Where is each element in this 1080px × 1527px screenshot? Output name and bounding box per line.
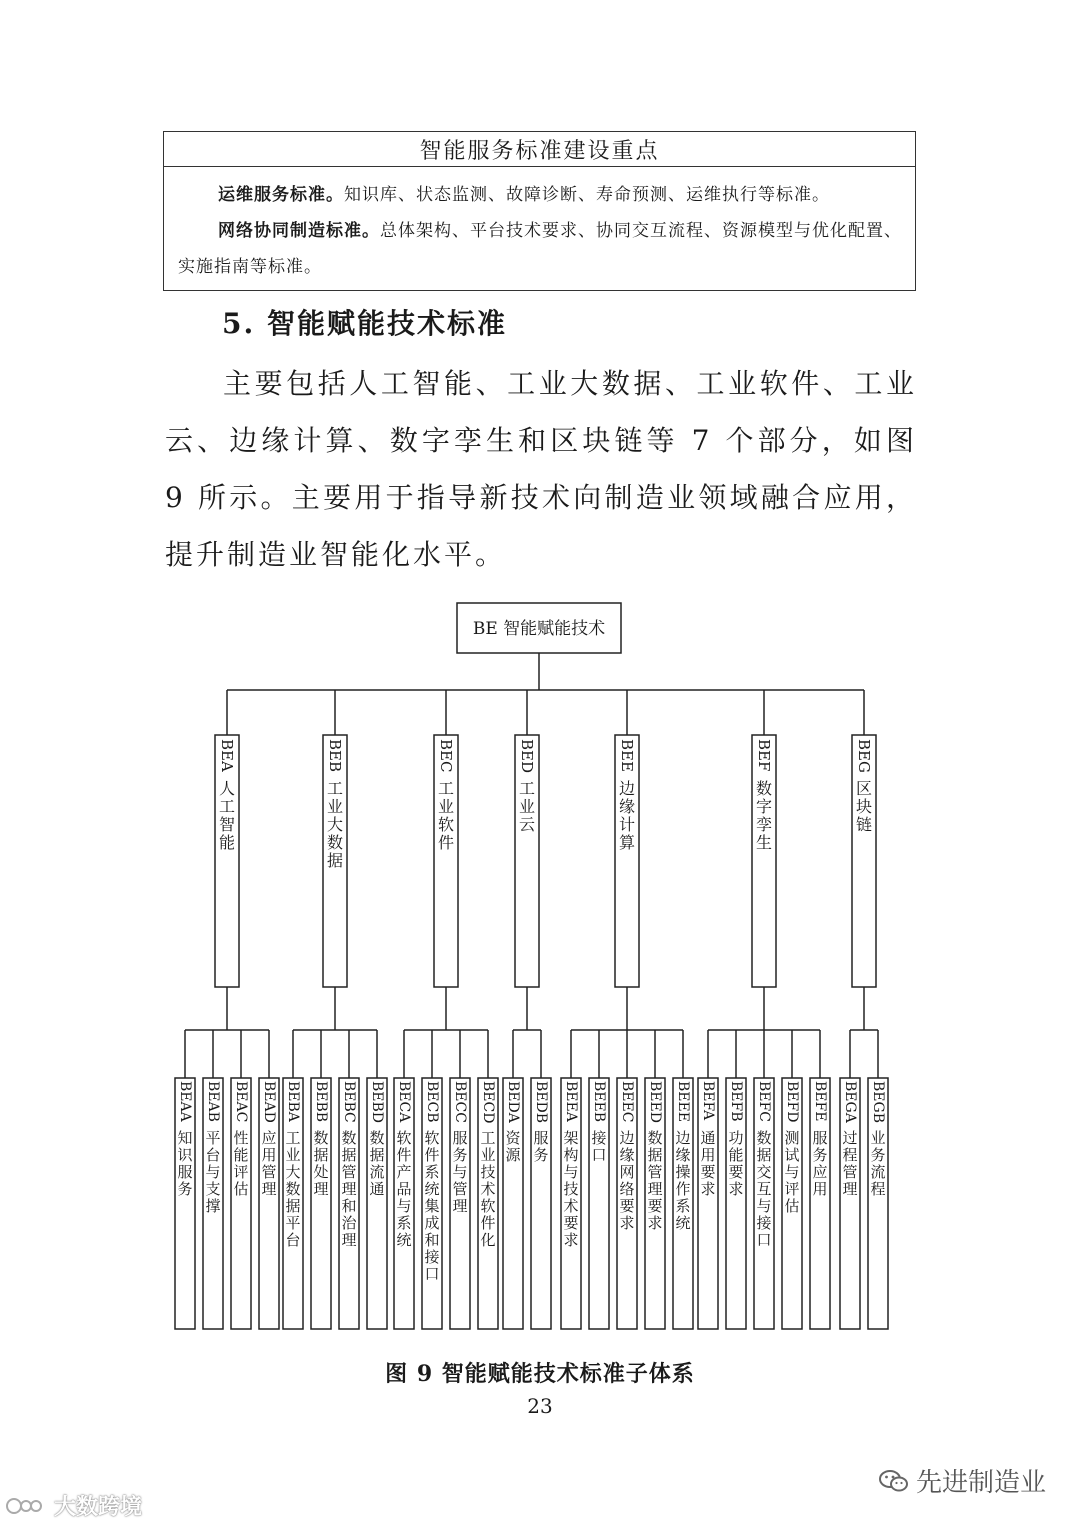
node-code: BEAD — [261, 1081, 277, 1123]
node-code: BEFC — [756, 1081, 772, 1122]
node-code: BEGA — [842, 1081, 858, 1123]
node-code: BEAB — [205, 1081, 221, 1122]
focus-item: 网络协同制造标准。总体架构、平台技术要求、协同交互流程、资源模型与优化配置、实施指南等标准。 — [178, 221, 902, 277]
node-code: BECD — [480, 1081, 496, 1124]
node-code: BEEC — [619, 1081, 635, 1123]
node-code: BEAC — [233, 1081, 249, 1123]
node-code: BEC — [437, 739, 455, 773]
focus-item: 运维服务标准。知识库、状态监测、故障诊断、寿命预测、运维执行等标准。 — [218, 185, 830, 205]
node-name: 服务与管理 — [452, 1129, 468, 1215]
logo-icon — [4, 1495, 52, 1517]
node-code: BEFB — [728, 1081, 744, 1122]
node-code: BEGB — [870, 1081, 886, 1123]
node-name: 通用要求 — [700, 1129, 716, 1198]
node-name: 功能要求 — [728, 1129, 744, 1198]
body-paragraph: 主要包括人工智能、工业大数据、工业软件、工业云、边缘计算、数字孪生和区块链等 7 个部分，如图 9 所示。主要用于指导新技术向制造业领域融合应用，提升制造业智能化水平。 — [165, 367, 917, 571]
root-node-label: BE 智能赋能技术 — [472, 619, 606, 639]
node-name: 工业大数据 — [326, 779, 344, 870]
node-name: 测试与评估 — [784, 1129, 800, 1215]
node-name: 软件系统集成和接口 — [424, 1129, 440, 1283]
node-name: 边缘网络要求 — [619, 1129, 635, 1232]
node-code: BEAA — [177, 1081, 193, 1122]
node-code: BEBD — [369, 1081, 385, 1124]
node-code: BEBB — [313, 1081, 329, 1123]
node-name: 知识服务 — [177, 1129, 193, 1198]
watermark-left: 大数跨境 — [4, 1490, 142, 1521]
node-code: BEDB — [533, 1081, 549, 1124]
node-code: BEFA — [700, 1081, 716, 1121]
node-name: 数字孪生 — [755, 779, 773, 852]
node-code: BEBC — [341, 1081, 357, 1123]
node-code: BEDA — [505, 1081, 521, 1123]
node-code: BECC — [452, 1081, 468, 1123]
node-code: BECB — [424, 1081, 440, 1123]
node-name: 数据流通 — [369, 1129, 385, 1198]
node-code: BEEA — [563, 1081, 579, 1122]
node-name: 工业云 — [518, 779, 536, 834]
node-name: 边缘计算 — [618, 779, 636, 852]
group-node-bee — [615, 735, 639, 987]
node-name: 资源 — [505, 1129, 521, 1164]
node-name: 平台与支撑 — [205, 1129, 221, 1215]
node-name: 过程管理 — [842, 1129, 858, 1198]
node-name: 区块链 — [855, 779, 873, 834]
node-name: 软件产品与系统 — [396, 1129, 412, 1249]
node-name: 人工智能 — [218, 779, 236, 852]
watermark-right: 先进制造业 — [878, 1462, 1046, 1499]
node-name: 接口 — [591, 1129, 607, 1164]
group-node-bea — [215, 735, 239, 987]
node-name: 边缘操作系统 — [675, 1129, 691, 1232]
node-code: BEA — [218, 739, 236, 772]
node-code: BEFD — [784, 1081, 800, 1123]
node-code: BEFE — [812, 1081, 828, 1122]
node-name: 服务应用 — [812, 1129, 828, 1198]
node-code: BEG — [855, 739, 873, 773]
node-name: 工业软件 — [437, 779, 455, 852]
node-code: BED — [518, 739, 536, 773]
node-code: BEED — [647, 1081, 663, 1123]
node-name: 性能评估 — [233, 1129, 249, 1198]
page-number: 23 — [527, 1394, 553, 1418]
node-code: BEE — [618, 739, 636, 772]
node-name: 工业大数据平台 — [285, 1129, 301, 1249]
node-code: BECA — [396, 1081, 412, 1123]
group-node-bef — [752, 735, 776, 987]
section-title: 5. 智能赋能技术标准 — [222, 307, 507, 340]
node-name: 数据管理和治理 — [341, 1129, 357, 1249]
node-name: 业务流程 — [870, 1129, 886, 1198]
node-name: 架构与技术要求 — [563, 1129, 579, 1249]
node-code: BEEE — [675, 1081, 691, 1122]
node-code: BEEB — [591, 1081, 607, 1123]
node-code: BEF — [755, 739, 773, 772]
focus-box-header: 智能服务标准建设重点 — [164, 132, 915, 167]
node-name: 应用管理 — [261, 1129, 277, 1198]
node-name: 数据处理 — [313, 1129, 329, 1198]
node-code: BEBA — [285, 1081, 301, 1122]
figure-caption: 图 9 智能赋能技术标准子体系 — [385, 1361, 695, 1387]
group-node-bec — [434, 735, 458, 987]
wechat-icon — [878, 1468, 910, 1494]
node-name: 工业技术软件化 — [480, 1129, 496, 1249]
node-name: 服务 — [533, 1129, 549, 1164]
node-name: 数据交互与接口 — [756, 1129, 772, 1249]
node-code: BEB — [326, 739, 344, 772]
node-name: 数据管理要求 — [647, 1129, 663, 1232]
